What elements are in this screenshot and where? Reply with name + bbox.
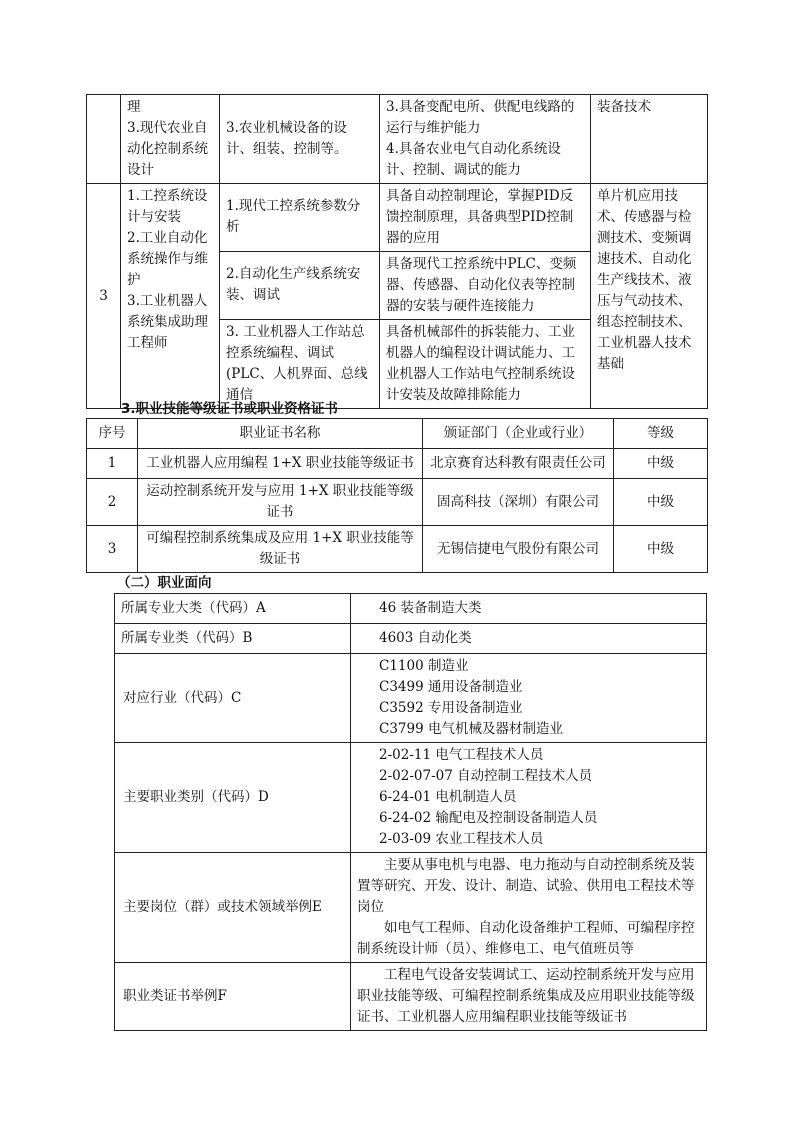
- row-label: 主要职业类别（代码）D: [115, 743, 351, 853]
- value-line: 6-24-02 输配电及控制设备制造人员: [379, 810, 598, 826]
- value-paragraph: 如电气工程师、自动化设备维护工程师、可编程序控制系统设计师（员）、维修电工、电气值班员等: [357, 920, 695, 957]
- table-row: [87, 526, 708, 573]
- cert-level: 中级: [614, 479, 708, 526]
- row-label: 所属专业大类（代码）A: [115, 594, 351, 624]
- cell-text: 单片机应用技术、传感器与检测技术、变频调速技术、自动化生产线技术、液压与气动技术、组态控制技术、工业机器人技术基础: [597, 188, 692, 372]
- cell-line: 3.工业机器人系统集成助理工程师: [127, 293, 208, 351]
- cert-no: 1: [87, 449, 138, 479]
- row-value: [351, 743, 707, 853]
- header-cell: 颁证部门（企业或行业）: [423, 419, 614, 449]
- value-line: 6-24-01 电机制造人员: [379, 789, 517, 805]
- table-cell: [220, 320, 380, 409]
- cell-line: 4.具备农业电气自动化系统设计、控制、调试的能力: [386, 141, 561, 178]
- header-cell: 序号: [87, 419, 138, 449]
- cert-level: 中级: [614, 449, 708, 479]
- cert-level: 中级: [614, 526, 708, 573]
- table-cell: [380, 320, 591, 409]
- cell-text: 1.现代工控系统参数分析: [226, 198, 361, 235]
- occupation-table: [114, 593, 707, 1031]
- table-cell: [380, 184, 591, 252]
- table-cell: [380, 95, 591, 184]
- value-line: 46 装备制造大类: [379, 600, 482, 616]
- table-cell: [591, 95, 708, 184]
- value-line: C1100 制造业: [379, 658, 469, 674]
- section-heading: 3.职业技能等级证书或职业资格证书: [121, 401, 339, 417]
- cell-line: 理: [127, 99, 141, 115]
- value-line: 2-03-09 农业工程技术人员: [379, 831, 544, 847]
- cell-line: 3.具备变配电所、供配电线路的运行与维护能力: [386, 99, 575, 136]
- table-row: [87, 449, 708, 479]
- value-line: C3592 专用设备制造业: [379, 700, 523, 716]
- table-cell: [121, 95, 220, 184]
- table-cell: [591, 184, 708, 409]
- table-row: [115, 624, 707, 654]
- value-paragraph: 工程电气设备安装调试工、运动控制系统开发与应用职业技能等级、可编程控制系统集成及应用职业技能等级证书、工业机器人应用编程职业技能等级证书: [357, 967, 695, 1025]
- table-row: [115, 853, 707, 963]
- table-row: [115, 594, 707, 624]
- cell-text: 3.农业机械设备的设计、组装、控制等。: [226, 120, 348, 157]
- cert-no: 2: [87, 479, 138, 526]
- row-value: [351, 624, 707, 654]
- cert-dept: 北京赛育达科教有限责任公司: [423, 449, 614, 479]
- value-line: 2-02-07-07 自动控制工程技术人员: [379, 768, 593, 784]
- cell-text: 3. 工业机器人工作站总控系统编程、调试(PLC、人机界面、总线通信: [226, 324, 368, 403]
- row-value: [351, 594, 707, 624]
- cell-text: 具备自动控制理论，掌握PID反馈控制原理，具备典型PID控制器的应用: [386, 188, 574, 246]
- row-label: 所属专业类（代码）B: [115, 624, 351, 654]
- table-row: [87, 95, 708, 184]
- certificate-table: [86, 418, 708, 573]
- table-header-row: [87, 419, 708, 449]
- row-value: [351, 963, 707, 1031]
- value-line: C3799 电气机械及器材制造业: [379, 721, 563, 737]
- value-line: 4603 自动化类: [379, 630, 472, 646]
- row-value: [351, 654, 707, 743]
- cell-text: 具备机械部件的拆装能力、工业机器人的编程设计调试能力、工业机器人工作站电气控制系统设计安装及故障排除能力: [386, 324, 575, 403]
- cert-no: 3: [87, 526, 138, 573]
- table-row: [115, 963, 707, 1031]
- row-label: 主要岗位（群）或技术领域举例E: [115, 853, 351, 963]
- cell-line: 3.现代农业自动化控制系统设计: [127, 120, 208, 178]
- header-cell: 职业证书名称: [138, 419, 423, 449]
- row-label: 对应行业（代码）C: [115, 654, 351, 743]
- curriculum-table: [86, 94, 708, 409]
- table-cell: [121, 184, 220, 409]
- table-cell: [380, 252, 591, 320]
- table-row: [87, 479, 708, 526]
- value-line: C3499 通用设备制造业: [379, 679, 523, 695]
- cert-dept: 无锡信捷电气股份有限公司: [423, 526, 614, 573]
- row-value: [351, 853, 707, 963]
- table-cell: [220, 252, 380, 320]
- cell-text: 具备现代工控系统中PLC、变频器、传感器、自动化仪表等控制器的安装与硬件连接能力: [386, 256, 577, 314]
- table-cell: [220, 95, 380, 184]
- row-number: 3: [87, 184, 121, 409]
- table-row: [115, 743, 707, 853]
- cert-name: 工业机器人应用编程 1+X 职业技能等级证书: [138, 449, 423, 479]
- cert-name: 可编程控制系统集成及应用 1+X 职业技能等级证书: [138, 526, 423, 573]
- value-paragraph: 主要从事电机与电器、电力拖动与自动控制系统及装置等研究、开发、设计、制造、试验、供用电工程技术等岗位: [357, 857, 695, 915]
- cert-dept: 固高科技（深圳）有限公司: [423, 479, 614, 526]
- table-cell: [87, 95, 121, 184]
- value-line: 2-02-11 电气工程技术人员: [379, 747, 544, 763]
- cell-line: 1.工控系统设计与安装: [127, 188, 208, 225]
- header-cell: 等级: [614, 419, 708, 449]
- cell-text: 2.自动化生产线系统安装、调试: [226, 266, 361, 303]
- section-heading: （二）职业面向: [117, 575, 212, 591]
- cert-name: 运动控制系统开发与应用 1+X 职业技能等级证书: [138, 479, 423, 526]
- table-row: [115, 654, 707, 743]
- cell-line: 2.工业自动化系统操作与维护: [127, 230, 208, 288]
- row-label: 职业类证书举例F: [115, 963, 351, 1031]
- cell-text: 装备技术: [597, 99, 651, 115]
- table-row: [87, 184, 708, 252]
- table-cell: [220, 184, 380, 252]
